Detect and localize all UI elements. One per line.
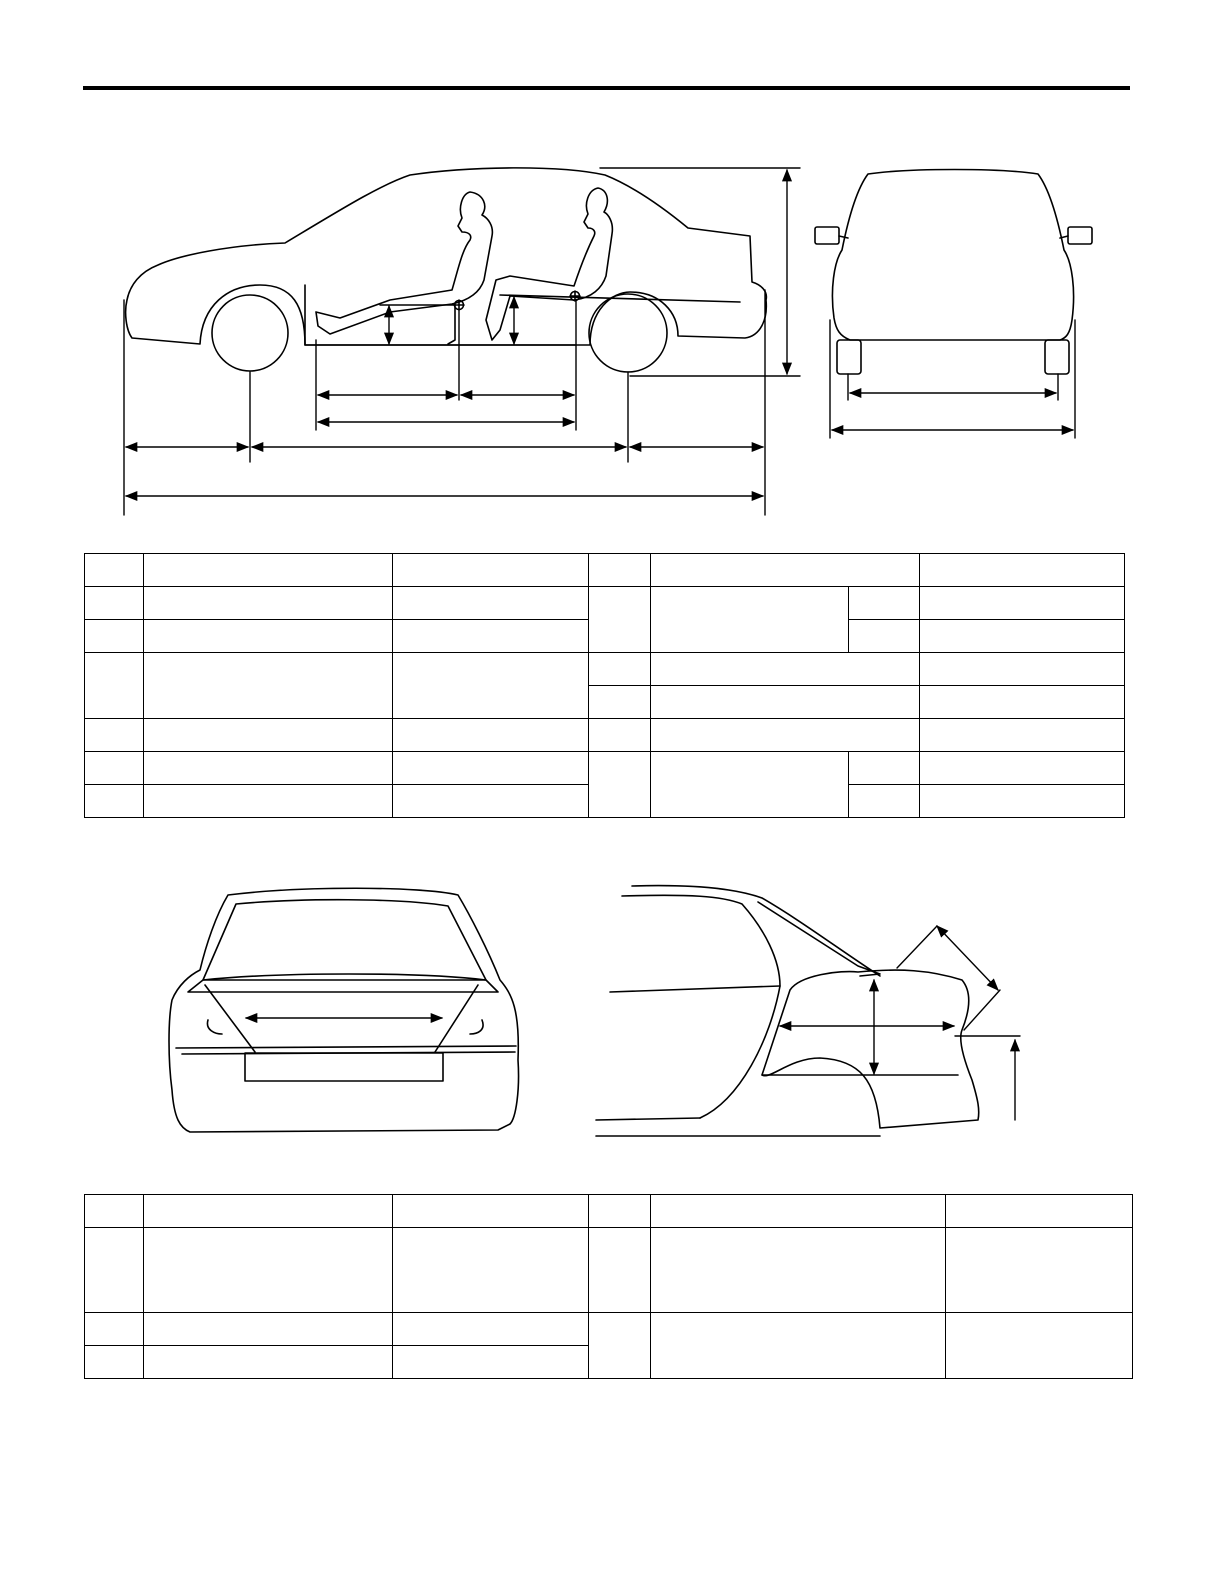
- table-cell: [85, 785, 144, 818]
- side-view-dimension-lines: [124, 168, 800, 515]
- table-cell: [144, 587, 393, 620]
- side-view-car: [126, 168, 767, 372]
- table-cell: [144, 752, 393, 785]
- table-cell: [589, 554, 651, 587]
- table-cell: [393, 653, 589, 719]
- table-cell: [920, 785, 1125, 818]
- table-cell: [920, 554, 1125, 587]
- table-cell: [589, 653, 651, 686]
- table-cell: [651, 554, 920, 587]
- table-cell: [393, 587, 589, 620]
- luggage-table: [84, 1194, 1133, 1379]
- table-cell: [144, 653, 393, 719]
- table-cell: [85, 1313, 144, 1346]
- table-cell: [144, 620, 393, 653]
- dimension-table: [84, 553, 1125, 818]
- table-cell: [920, 686, 1125, 719]
- table-cell: [85, 620, 144, 653]
- table-cell: [393, 1195, 589, 1228]
- front-left-tire: [837, 340, 861, 374]
- front-view-car: [815, 170, 1092, 375]
- table-row: [85, 752, 1125, 785]
- table-cell: [393, 1313, 589, 1346]
- table-row: [85, 1313, 1133, 1346]
- table-cell: [651, 1195, 946, 1228]
- table-cell: [849, 620, 920, 653]
- table-row: [85, 1228, 1133, 1313]
- table-cell: [651, 686, 920, 719]
- table-row: [85, 1195, 1133, 1228]
- table-cell: [393, 752, 589, 785]
- table-cell: [946, 1228, 1133, 1313]
- table-cell: [651, 719, 920, 752]
- table-cell: [85, 653, 144, 719]
- table-cell: [920, 719, 1125, 752]
- table-cell: [85, 1195, 144, 1228]
- table-cell: [651, 653, 920, 686]
- rear-occupant: [486, 188, 612, 340]
- table-row: [85, 587, 1125, 620]
- table-row: [85, 653, 1125, 686]
- table-cell: [393, 785, 589, 818]
- table-cell: [85, 752, 144, 785]
- table-cell: [589, 1195, 651, 1228]
- rear-view-car: [169, 888, 519, 1132]
- table-cell: [920, 620, 1125, 653]
- table-cell: [589, 752, 651, 818]
- table-cell: [651, 1228, 946, 1313]
- trunk-side-view-car: [596, 886, 979, 1136]
- rear-wheel-side: [589, 294, 667, 372]
- table-cell: [393, 1228, 589, 1313]
- table-cell: [849, 785, 920, 818]
- table-cell: [144, 1228, 393, 1313]
- table-cell: [589, 587, 651, 653]
- table-cell: [144, 1313, 393, 1346]
- table-cell: [85, 1228, 144, 1313]
- table-cell: [144, 1346, 393, 1379]
- table-cell: [85, 554, 144, 587]
- table-cell: [144, 1195, 393, 1228]
- table-cell: [849, 587, 920, 620]
- table-cell: [920, 587, 1125, 620]
- table-cell: [849, 752, 920, 785]
- front-wheel-side: [212, 295, 288, 371]
- table-cell: [144, 719, 393, 752]
- table-cell: [144, 554, 393, 587]
- front-occupant: [316, 192, 492, 334]
- front-view-dimension-lines: [830, 320, 1075, 438]
- table-cell: [589, 1313, 651, 1379]
- table-cell: [393, 719, 589, 752]
- front-right-tire: [1045, 340, 1069, 374]
- table-row: [85, 554, 1125, 587]
- table-row: [85, 719, 1125, 752]
- table-cell: [393, 620, 589, 653]
- table-cell: [651, 1313, 946, 1379]
- table-cell: [144, 785, 393, 818]
- table-cell: [393, 1346, 589, 1379]
- table-cell: [946, 1313, 1133, 1379]
- table-cell: [589, 686, 651, 719]
- table-cell: [85, 1346, 144, 1379]
- table-cell: [651, 752, 849, 818]
- table-cell: [589, 1228, 651, 1313]
- table-cell: [393, 554, 589, 587]
- table-cell: [920, 653, 1125, 686]
- table-cell: [85, 587, 144, 620]
- table-cell: [589, 719, 651, 752]
- table-cell: [651, 587, 849, 653]
- trunk-side-dimension-lines: [780, 926, 1020, 1120]
- table-cell: [920, 752, 1125, 785]
- table-cell: [946, 1195, 1133, 1228]
- table-cell: [85, 719, 144, 752]
